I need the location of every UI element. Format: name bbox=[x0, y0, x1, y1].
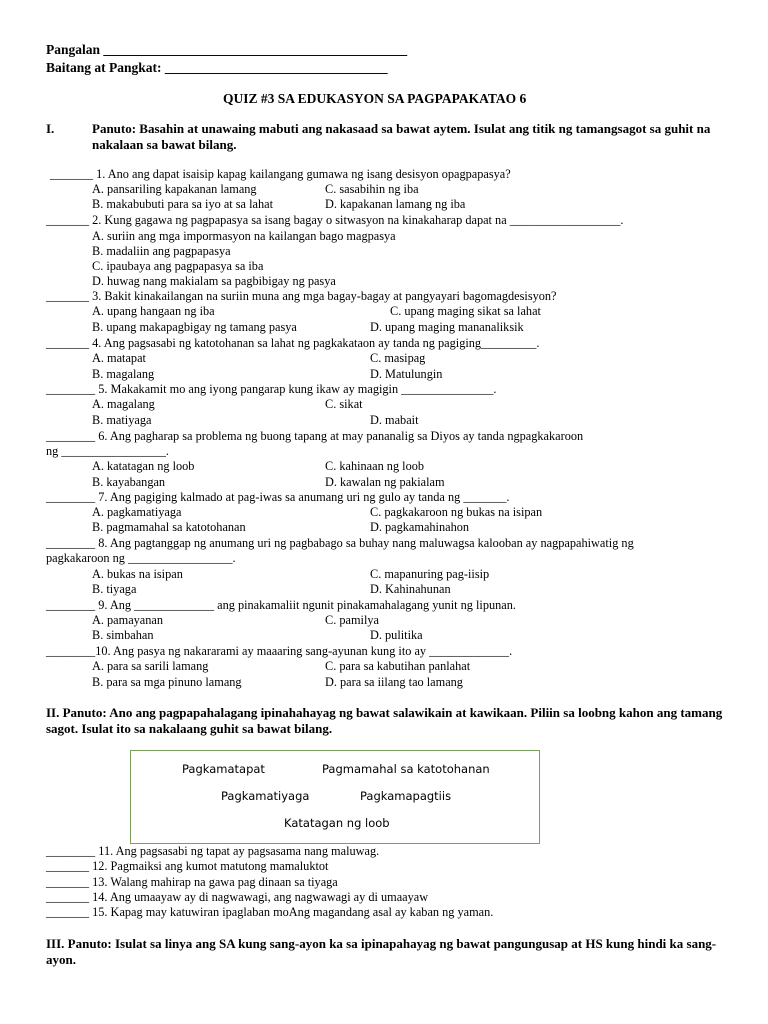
question-2: _______ 2. Kung gagawa ng pagpapasya sa isang bagay o sitwasyon na kinakaharap dapat na __________________. bbox=[46, 213, 624, 227]
question-7: ________ 7. Ang pagiging kalmado at pag-iwas sa anumang uri ng gulo ay tanda ng _______. bbox=[46, 490, 510, 504]
q5-option-d: D. mabait bbox=[370, 413, 419, 427]
choice-pagkamapagtiis: Pagkamapagtiis bbox=[360, 789, 452, 803]
question-6: ________ 6. Ang pagharap sa problema ng buong tapang at may pananalig sa Diyos ay tanda ngpagkakaroon bbox=[46, 429, 584, 443]
q7-option-c: C. pagkakaroon ng bukas na isipan bbox=[370, 505, 543, 519]
q3-option-d: D. upang maging mananaliksik bbox=[370, 320, 524, 334]
q6-option-a: A. katatagan ng loob bbox=[92, 459, 195, 473]
q2-option-b: B. madaliin ang pagpapasya bbox=[92, 244, 231, 258]
q2-option-d: D. huwag nang makialam sa pagbibigay ng pasya bbox=[92, 274, 336, 288]
q7-option-b: B. pagmamahal sa katotohanan bbox=[92, 520, 246, 534]
grade-section-label: Baitang at Pangkat: _________________________________ bbox=[46, 60, 388, 75]
question-1: _______ 1. Ano ang dapat isaisip kapag kailangang gumawa ng isang desisyon opagpapasya? bbox=[50, 167, 511, 181]
question-8: ________ 8. Ang pagtanggap ng anumang uri ng pagbabago sa buhay nang maluwagsa kalooban ay nagpapahiwatig ng bbox=[46, 536, 634, 550]
q4-option-b: B. magalang bbox=[92, 367, 155, 381]
q8-option-b: B. tiyaga bbox=[92, 582, 137, 596]
q4-option-c: C. masipag bbox=[370, 351, 426, 365]
q1-option-d: D. kapakanan lamang ng iba bbox=[325, 197, 466, 211]
q7-option-d: D. pagkamahinahon bbox=[370, 520, 470, 534]
question-5: ________ 5. Makakamit mo ang iyong pangarap kung ikaw ay magigin _______________. bbox=[46, 382, 497, 396]
question-9: ________ 9. Ang _____________ ang pinakamaliit ngunit pinakamahalagang yunit ng lipunan. bbox=[46, 598, 516, 612]
part3-instruction: III. Panuto: Isulat sa linya ang SA kung sang-ayon ka sa ipinapahayag ng bawat pangungusap at HS kung hindi ka sang-ayon. bbox=[46, 936, 717, 967]
q5-option-c: C. sikat bbox=[325, 397, 363, 411]
q3-option-b: B. upang makapagbigay ng tamang pasya bbox=[92, 320, 297, 334]
grade-section-blank[interactable]: _________________________________ bbox=[164, 60, 388, 75]
part2-instruction: II. Panuto: Ano ang pagpapahalagang ipinahahayag ng bawat salawikain at kawikaan. Piliin sa loobng kahon ang tamang sagot. Isulat ito sa nakalaang guhit sa bawat bilang. bbox=[46, 705, 723, 736]
q5-option-b: B. matiyaga bbox=[92, 413, 152, 427]
part1-instruction: Panuto: Basahin at unawaing mabuti ang nakasaad sa bawat aytem. Isulat ang titik ng tamangsagot sa guhit na nakalaan sa bawat bilang. bbox=[92, 121, 711, 152]
choice-pagmamahal-sa-katotohanan: Pagmamahal sa katotohanan bbox=[322, 762, 490, 776]
q4-option-d: D. Matulungin bbox=[370, 367, 443, 381]
q10-option-a: A. para sa sarili lamang bbox=[92, 659, 209, 673]
choice-pagkamatapat: Pagkamatapat bbox=[182, 762, 265, 776]
item-15: _______ 15. Kapag may katuwiran ipaglaban moAng magandang asal ay kaban ng yaman. bbox=[46, 905, 494, 919]
item-12: _______ 12. Pagmaiksi ang kumot matutong mamaluktot bbox=[46, 859, 329, 873]
question-3: _______ 3. Bakit kinakailangan na suriin muna ang mga bagay-bagay at pangyayari bagomagdesisyon? bbox=[46, 289, 557, 303]
item-13: _______ 13. Walang mahirap na gawa pag dinaan sa tiyaga bbox=[46, 875, 338, 889]
q10-option-d: D. para sa iilang tao lamang bbox=[325, 675, 463, 689]
q3-option-c: C. upang maging sikat sa lahat bbox=[390, 304, 541, 318]
q6-option-b: B. kayabangan bbox=[92, 475, 166, 489]
q9-option-d: D. pulitika bbox=[370, 628, 423, 642]
q2-option-a: A. suriin ang mga impormasyon na kailangan bago magpasya bbox=[92, 229, 396, 243]
q8-option-c: C. mapanuring pag-iisip bbox=[370, 567, 490, 581]
q4-option-a: A. matapat bbox=[92, 351, 146, 365]
quiz-title: QUIZ #3 SA EDUKASYON SA PAGPAPAKATAO 6 bbox=[223, 91, 527, 106]
question-8-continued: pagkakaroon ng _________________. bbox=[46, 551, 236, 565]
q7-option-a: A. pagkamatiyaga bbox=[92, 505, 182, 519]
q9-option-a: A. pamayanan bbox=[92, 613, 164, 627]
q10-option-c: C. para sa kabutihan panlahat bbox=[325, 659, 471, 673]
part1-numeral: I. bbox=[46, 121, 55, 136]
name-label: Pangalan _____________________________________________ bbox=[46, 42, 408, 57]
q10-option-b: B. para sa mga pinuno lamang bbox=[92, 675, 242, 689]
q8-option-d: D. Kahinahunan bbox=[370, 582, 451, 596]
q3-option-a: A. upang hangaan ng iba bbox=[92, 304, 215, 318]
choice-pagkamatiyaga: Pagkamatiyaga bbox=[221, 789, 310, 803]
choice-katatagan-ng-loob: Katatagan ng loob bbox=[284, 816, 390, 830]
q8-option-a: A. bukas na isipan bbox=[92, 567, 183, 581]
q2-option-c: C. ipaubaya ang pagpapasya sa iba bbox=[92, 259, 264, 273]
question-10: ________10. Ang pasya ng nakararami ay maaaring sang-ayunan kung ito ay _____________. bbox=[46, 644, 513, 658]
q9-option-b: B. simbahan bbox=[92, 628, 154, 642]
q5-option-a: A. magalang bbox=[92, 397, 155, 411]
q9-option-c: C. pamilya bbox=[325, 613, 379, 627]
q6-option-c: C. kahinaan ng loob bbox=[325, 459, 425, 473]
question-6-continued: ng _________________. bbox=[46, 444, 169, 458]
q1-option-a: A. pansariling kapakanan lamang bbox=[92, 182, 257, 196]
q1-option-c: C. sasabihin ng iba bbox=[325, 182, 419, 196]
question-4: _______ 4. Ang pagsasabi ng katotohanan sa lahat ng pagkakataon ay tanda ng pagiging_________. bbox=[46, 336, 540, 350]
q6-option-d: D. kawalan ng pakialam bbox=[325, 475, 445, 489]
name-blank[interactable]: _____________________________________________ bbox=[103, 42, 408, 57]
q1-option-b: B. makabubuti para sa iyo at sa lahat bbox=[92, 197, 273, 211]
item-11: ________ 11. Ang pagsasabi ng tapat ay pagsasama nang maluwag. bbox=[46, 844, 380, 858]
item-14: _______ 14. Ang umaayaw ay di nagwawagi, ang nagwawagi ay di umaayaw bbox=[46, 890, 429, 904]
